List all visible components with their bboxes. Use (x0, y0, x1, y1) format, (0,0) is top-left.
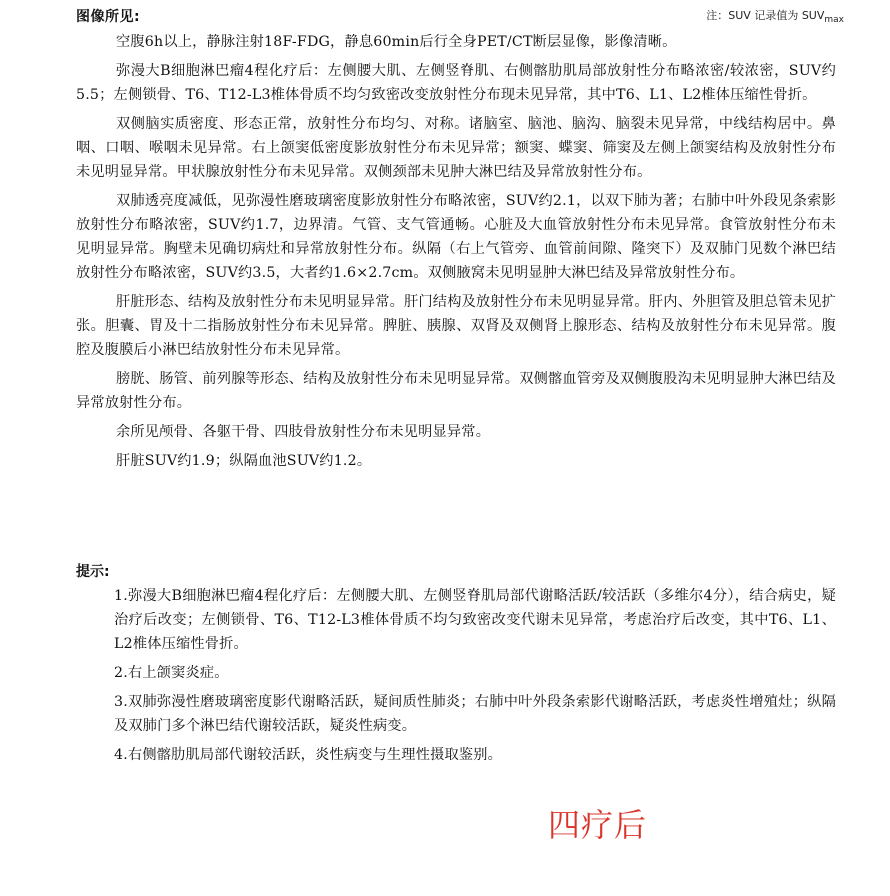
findings-paragraph: 空腹6h以上，静脉注射18F-FDG，静息60min后行全身PET/CT断层显像，影像清晰。 (116, 34, 677, 50)
findings-paragraph: 肝脏形态、结构及放射性分布未见明显异常。肝门结构及放射性分布未见明显异常。肝内、外胆管及胆总管未见扩张。胆囊、胃及十二指肠放射性分布未见异常。脾脏、胰腺、双肾及双侧肾上腺形态、结构及放射性分布未见异常。腹腔及腹膜后小淋巴结放射性分布未见异常。 (76, 294, 836, 358)
suv-note (706, 7, 844, 25)
findings-paragraph: 弥漫大B细胞淋巴瘤4程化疗后：左侧腰大肌、左侧竖脊肌、右侧髂肋肌局部放射性分布略浓密/较浓密，SUV约5.5；左侧锁骨、T6、T12-L3椎体骨质不均匀致密改变放射性分布现未见异常，其中T6、L1、L2椎体压缩性骨折。 (76, 63, 836, 103)
hint-item: 2.右上颌窦炎症。 (114, 665, 229, 681)
findings-section (76, 30, 836, 478)
findings-paragraph: 双肺透亮度减低，见弥漫性磨玻璃密度影放射性分布略浓密，SUV约2.1，以双下肺为著；右肺中叶外段见条索影放射性分布略浓密，SUV约1.7，边界清。气管、支气管通畅。心脏及大血管放射性分布未见异常。食管放射性分布未见明显异常。胸壁未见确切病灶和异常放射性分布。纵隔（右上气管旁、血管前间隙、隆突下）及双肺门见数个淋巴结放射性分布略浓密，SUV约3.5，大者约1.6×2.7cm。双侧腋窝未见明显肿大淋巴结及异常放射性分布。 (76, 193, 836, 281)
suv-note-subscript: max (824, 15, 844, 26)
hint-item: 4.右侧髂肋肌局部代谢较活跃，炎性病变与生理性摄取鉴别。 (114, 747, 503, 763)
hint-item: 3.双肺弥漫性磨玻璃密度影代谢略活跃，疑间质性肺炎；右肺中叶外段条索影代谢略活跃，考虑炎性增殖灶；纵隔及双肺门多个淋巴结代谢较活跃，疑炎性病变。 (114, 694, 836, 734)
findings-paragraph: 余所见颅骨、各躯干骨、四肢骨放射性分布未见明显异常。 (116, 424, 491, 440)
suv-note-text: 注：SUV 记录值为 SUV (706, 9, 825, 22)
hints-section (114, 584, 836, 772)
hint-item: 1.弥漫大B细胞淋巴瘤4程化疗后：左侧腰大肌、左侧竖脊肌局部代谢略活跃/较活跃（多维尔4分），结合病史，疑治疗后改变；左侧锁骨、T6、T12-L3椎体骨质不均匀致密改变代谢未见异常，考虑治疗后改变，其中T6、L1、L2椎体压缩性骨折。 (114, 588, 836, 652)
findings-paragraph: 肝脏SUV约1.9；纵隔血池SUV约1.2。 (116, 453, 372, 469)
findings-paragraph: 膀胱、肠管、前列腺等形态、结构及放射性分布未见明显异常。双侧髂血管旁及双侧腹股沟未见明显肿大淋巴结及异常放射性分布。 (76, 371, 836, 411)
findings-heading: 图像所见: (76, 9, 141, 25)
findings-paragraph: 双侧脑实质密度、形态正常，放射性分布均匀、对称。诸脑室、脑池、脑沟、脑裂未见异常，中线结构居中。鼻咽、口咽、喉咽未见异常。右上颌窦低密度影放射性分布未见异常；额窦、蝶窦、筛窦及左侧上颌窦结构及放射性分布未见明显异常。甲状腺放射性分布未见异常。双侧颈部未见肿大淋巴结及异常放射性分布。 (76, 116, 836, 180)
hints-heading: 提示: (76, 564, 110, 580)
handwritten-annotation: 四疗后 (548, 806, 648, 844)
